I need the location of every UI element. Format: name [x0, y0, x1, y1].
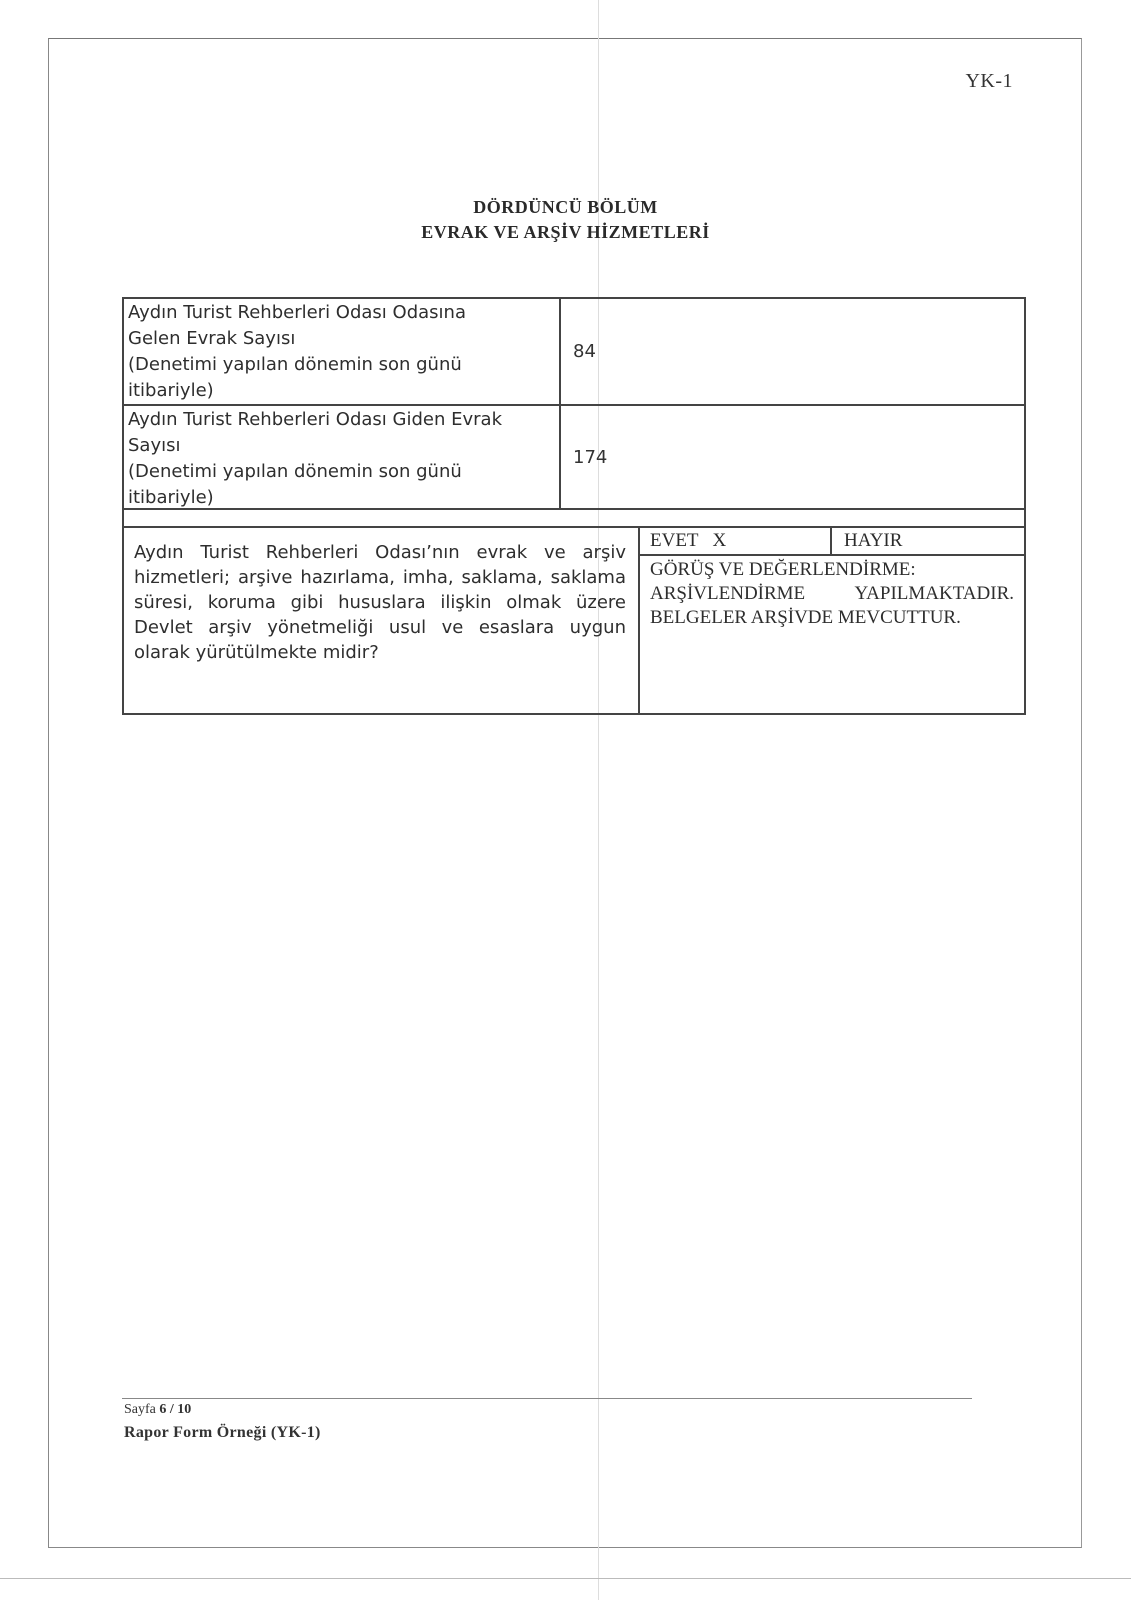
archive-question: Aydın Turist Rehberleri Odası’nın evrak ve arşiv hizmetleri; arşive hazırlama, imha, saklama, saklama süresi, koruma gibi hususlara ilişkin olmak üzere Devlet arşiv yönetmeliği usul ve esaslara uygun olarak yürütülmekte midir?: [124, 528, 640, 713]
incoming-count-value: 84: [573, 341, 596, 362]
page-number: Sayfa 6 / 10: [124, 1402, 192, 1417]
section-subtitle: EVRAK VE ARŞİV HİZMETLERİ: [421, 222, 710, 242]
question-row: [124, 528, 1024, 713]
form-name: Rapor Form Örneği (YK-1): [124, 1424, 321, 1441]
yes-no-row: [640, 528, 1024, 556]
table-row: [124, 299, 1024, 406]
answer-cell: [640, 528, 1024, 713]
opinion-box: [640, 556, 1024, 632]
archive-question-table: [122, 508, 1026, 715]
footer-divider: [122, 1398, 972, 1399]
section-title: DÖRDÜNCÜ BÖLÜM: [473, 197, 658, 217]
incoming-count-label: Aydın Turist Rehberleri Odası Odasına Gelen Evrak Sayısı (Denetimi yapılan dönemin son günü itibariyle): [124, 299, 561, 404]
opinion-title: GÖRÜŞ VE DEĞERLENDİRME:: [650, 559, 916, 580]
table-row: [124, 406, 1024, 510]
outgoing-count-label: Aydın Turist Rehberleri Odası Giden Evrak Sayısı (Denetimi yapılan dönemin son günü itibariyle): [124, 406, 561, 508]
no-checkbox: HAYIR: [844, 530, 903, 551]
evrak-count-table: [122, 297, 1026, 510]
yes-checkbox: EVET X: [640, 528, 832, 554]
document-code: YK-1: [965, 70, 1013, 92]
scan-bottom-line: [0, 1578, 1131, 1579]
outgoing-count-value: 174: [573, 446, 608, 468]
page-border: [48, 38, 1082, 1548]
table-spacer-row: [124, 508, 1024, 528]
opinion-text: ARŞİVLENDİRME YAPILMAKTADIR. BELGELER ARŞİVDE MEVCUTTUR.: [650, 583, 1014, 628]
